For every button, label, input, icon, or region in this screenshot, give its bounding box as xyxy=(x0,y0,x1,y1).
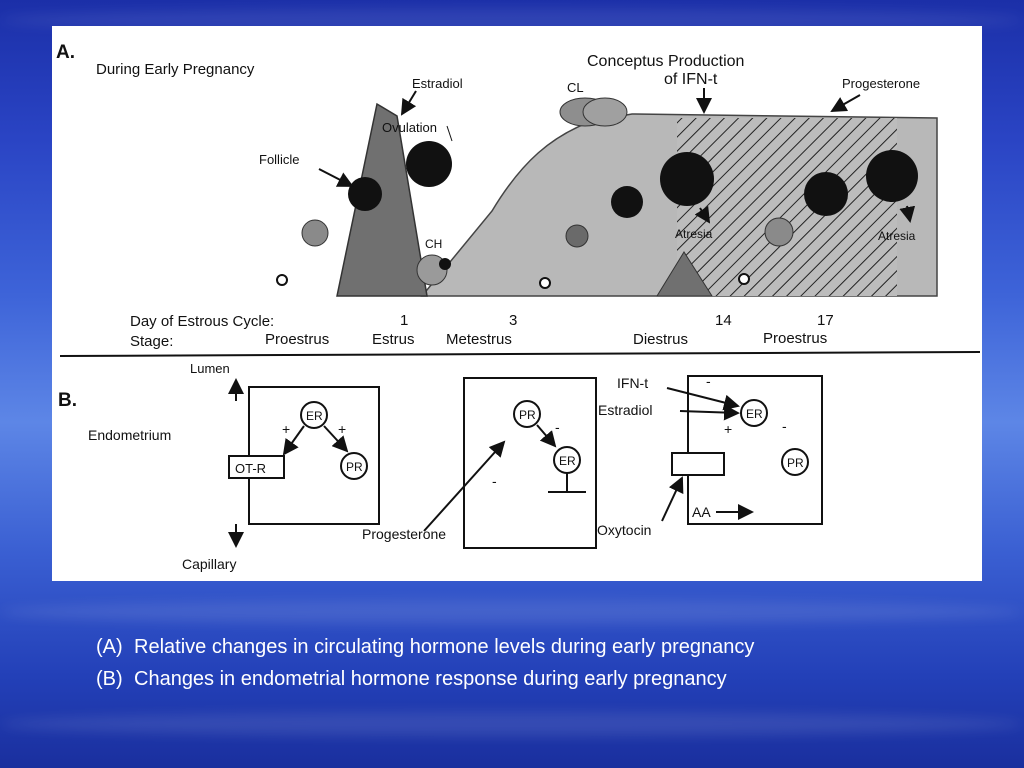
aa-label: AA xyxy=(692,504,711,520)
caption-a-text: Relative changes in circulating hormone levels during early pregnancy xyxy=(134,636,755,658)
plus-sign: + xyxy=(282,421,291,437)
ovulation-label: Ovulation xyxy=(382,120,437,135)
conceptus-label-line2: of IFN-t xyxy=(664,71,718,88)
er-label: ER xyxy=(559,454,576,468)
panel-divider xyxy=(60,352,980,356)
day-label: Day of Estrous Cycle: xyxy=(130,313,275,330)
hormone-diagram xyxy=(52,26,982,581)
oxytocin-label: Oxytocin xyxy=(597,522,652,538)
stage-proestrus: Proestrus xyxy=(763,330,828,347)
minus-sign: - xyxy=(706,373,711,389)
minus-sign: - xyxy=(555,419,560,435)
follicle xyxy=(348,177,382,211)
follicle-label: Follicle xyxy=(259,152,300,167)
pr-label: PR xyxy=(346,460,363,474)
stage-estrus: Estrus xyxy=(372,331,415,348)
day-1: 1 xyxy=(400,312,409,329)
progesterone-label: Progesterone xyxy=(842,76,921,91)
pr-label: PR xyxy=(519,408,536,422)
caption-b xyxy=(96,668,727,691)
oxytocin-receptor xyxy=(672,453,724,475)
ch-dot xyxy=(439,258,451,270)
ch-label: CH xyxy=(425,237,443,251)
pr-label: PR xyxy=(787,456,804,470)
atresia-label: Atresia xyxy=(878,229,916,243)
minus-sign: - xyxy=(782,418,787,434)
follicle-grey xyxy=(302,220,328,246)
follicle-small xyxy=(277,275,287,285)
ifnt-label: IFN-t xyxy=(617,375,649,391)
day-17: 17 xyxy=(817,312,834,329)
plus-sign: + xyxy=(338,421,347,437)
estradiol-label: Estradiol xyxy=(598,402,653,418)
hatched-region xyxy=(677,118,897,296)
caption-a-number: (A) xyxy=(96,636,123,658)
minus-sign: - xyxy=(492,473,497,489)
plus-sign: + xyxy=(724,421,733,437)
endometrium-label: Endometrium xyxy=(88,427,172,443)
day-3: 3 xyxy=(509,312,518,329)
follicle xyxy=(611,186,643,218)
background-wave xyxy=(0,712,1024,736)
panel-b-label: B. xyxy=(58,390,77,411)
stage-label: Stage: xyxy=(130,333,174,350)
stage-diestrus: Diestrus xyxy=(633,331,689,348)
capillary-label: Capillary xyxy=(182,556,237,572)
follicle xyxy=(866,150,918,202)
follicle xyxy=(804,172,848,216)
caption-b-number: (B) xyxy=(96,668,123,690)
er-label: ER xyxy=(306,409,323,423)
progesterone-label: Progesterone xyxy=(362,526,447,542)
conceptus-label-line1: Conceptus Production xyxy=(587,53,745,70)
panel-a-label: A. xyxy=(56,42,75,63)
panel-a-subtitle: During Early Pregnancy xyxy=(96,61,255,78)
background-wave xyxy=(0,600,1024,624)
figure-panel xyxy=(52,26,982,581)
ovulation-follicle xyxy=(406,141,452,187)
stage-metestrus: Metestrus xyxy=(446,331,512,348)
estradiol-label: Estradiol xyxy=(412,76,463,91)
follicle-small xyxy=(540,278,550,288)
lumen-label: Lumen xyxy=(190,361,230,376)
otr-label: OT-R xyxy=(235,461,267,476)
day-14: 14 xyxy=(715,312,732,329)
er-label: ER xyxy=(746,407,763,421)
stage-proestrus: Proestrus xyxy=(265,331,330,348)
follicle-small xyxy=(739,274,749,284)
caption-b-text: Changes in endometrial hormone response during early pregnancy xyxy=(134,668,727,690)
cl-label: CL xyxy=(567,80,584,95)
follicle-grey xyxy=(765,218,793,246)
atresia-label: Atresia xyxy=(675,227,713,241)
caption-a xyxy=(96,636,754,659)
follicle xyxy=(660,152,714,206)
cl-body-2 xyxy=(583,98,627,126)
follicle-grey xyxy=(566,225,588,247)
